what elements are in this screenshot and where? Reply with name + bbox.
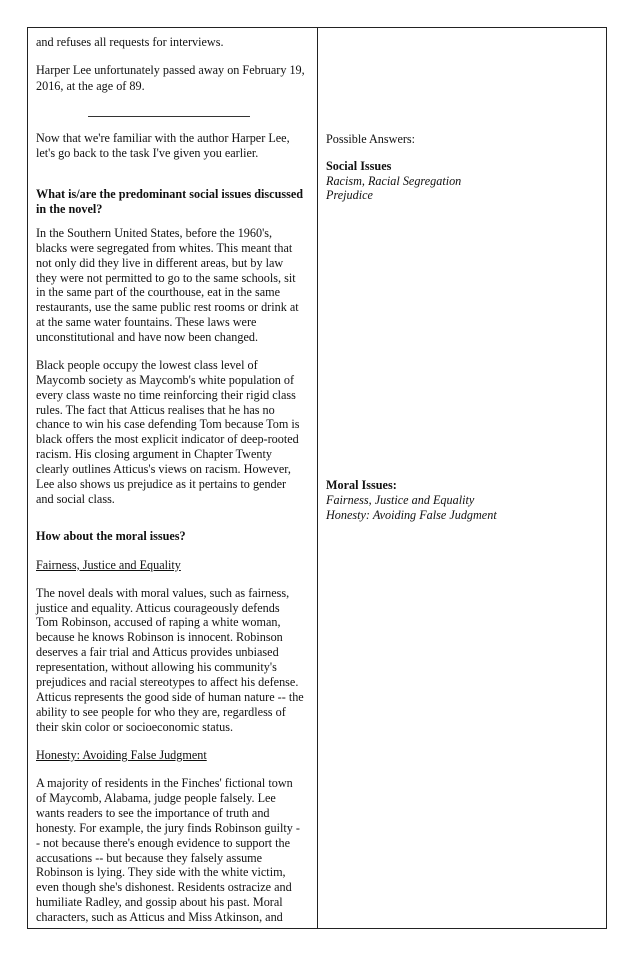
moral-issue-item: Fairness, Justice and Equality: [326, 492, 475, 507]
moral-issues-title: Moral Issues:: [326, 477, 397, 492]
paragraph-line: In the Southern United States, before the 1960's,: [36, 226, 273, 240]
paragraph-line: black offers the most explicit indicator of deep-rooted: [36, 432, 299, 447]
fairness-heading: Fairness, Justice and Equality: [36, 557, 181, 572]
paragraph-line: even though she's dishonest. Residents ostracize and: [36, 880, 292, 895]
paragraph-line: restaurants, use the same public rest rooms or drink at: [36, 300, 299, 315]
paragraph-line: humiliate Radley, and gossip about his past. Moral: [36, 895, 283, 910]
paragraph-line: chance to win his case defending Tom because Tom is: [36, 417, 300, 432]
social-issue-item: Prejudice: [326, 187, 373, 202]
paragraph-line: racism. His closing argument in Chapter Twenty: [36, 447, 272, 462]
question-social-heading: in the novel?: [36, 201, 103, 216]
paragraph-line: deserves a fair trial and Atticus provides unbiased: [36, 645, 279, 660]
paragraph-line: blacks were segregated from whites. This meant that: [36, 240, 293, 255]
paragraph-line: their skin color or socioeconomic status.: [36, 719, 233, 734]
paragraph-line: because he knows Robinson is innocent. Robinson: [36, 630, 283, 645]
separator-line: [88, 116, 250, 117]
paragraph-line: every class waste no time reinforcing their rigid class: [36, 387, 296, 402]
paragraph-line: Robinson is lying. They side with the white victim,: [36, 865, 286, 880]
paragraph-line: Tom Robinson, accused of raping a white woman,: [36, 615, 281, 630]
paragraph-line: unconstitutional and have now been changed.: [36, 330, 259, 345]
document-table: [27, 27, 607, 929]
intro-line: Harper Lee unfortunately passed away on February 19,: [36, 63, 305, 78]
intro-line: 2016, at the age of 89.: [36, 79, 145, 94]
paragraph-line: - not because there's enough evidence to support the: [36, 835, 290, 850]
question-social-heading: What is/are the predominant social issues discussed: [36, 186, 304, 201]
paragraph-line: they were not permitted to go to the same schools, sit: [36, 270, 296, 285]
paragraph-line: Lee also shows us prejudice as it pertains to gender: [36, 476, 287, 491]
paragraph-line: The novel deals with moral values, such as fairness,: [36, 585, 290, 600]
social-issue-item: Racism, Racial Segregation: [326, 174, 462, 188]
paragraph-line: rules. The fact that Atticus realises that he has no: [36, 402, 275, 417]
paragraph-line: accusations -- but because they falsely assume: [36, 850, 263, 865]
lesson-column: [28, 28, 318, 928]
honesty-heading: Honesty: Avoiding False Judgment: [36, 748, 207, 763]
paragraph-line: at the same water fountains. These laws were: [36, 315, 257, 330]
paragraph-line: Maycomb society as Maycomb's white population of: [36, 372, 295, 387]
paragraph-line: wants readers to see the importance of truth and: [36, 805, 270, 820]
paragraph-line: A majority of residents in the Finches' fictional town: [36, 776, 293, 791]
paragraph-line: Atticus represents the good side of human nature -- the: [36, 689, 304, 704]
paragraph-line: prejudices and racial stereotypes to affect his defense.: [36, 674, 299, 689]
paragraph-line: not only did they live in different areas, but by law: [36, 255, 284, 270]
paragraph-line: Black people occupy the lowest class level of: [36, 357, 258, 372]
possible-answers-label: Possible Answers:: [326, 132, 416, 147]
moral-issue-item: Honesty: Avoiding False Judgment: [326, 507, 497, 522]
transition-line: let's go back to the task I've given you earlier.: [36, 146, 259, 160]
paragraph-line: honesty. For example, the jury finds Robinson guilty -: [36, 820, 300, 835]
paragraph-line: and social class.: [36, 491, 115, 506]
paragraph-line: clearly outlines Atticus's views on racism. However,: [36, 462, 291, 476]
social-issues-title: Social Issues: [326, 159, 392, 174]
paragraph-line: ability to see people for who they are, regardless of: [36, 704, 286, 719]
question-moral-heading: How about the moral issues?: [36, 528, 186, 543]
answers-column: [318, 28, 606, 928]
paragraph-line: of Maycomb, Alabama, judge people falsely. Lee: [36, 791, 276, 805]
intro-line: and refuses all requests for interviews.: [36, 34, 224, 49]
paragraph-line: justice and equality. Atticus courageously defends: [36, 600, 280, 615]
paragraph-line: in the same part of the courthouse, eat in the same: [36, 285, 281, 300]
paragraph-line: characters, such as Atticus and Miss Atkinson, and: [36, 910, 283, 924]
transition-line: Now that we're familiar with the author Harper Lee,: [36, 131, 290, 146]
paragraph-line: representation, without allowing his community's: [36, 660, 277, 674]
